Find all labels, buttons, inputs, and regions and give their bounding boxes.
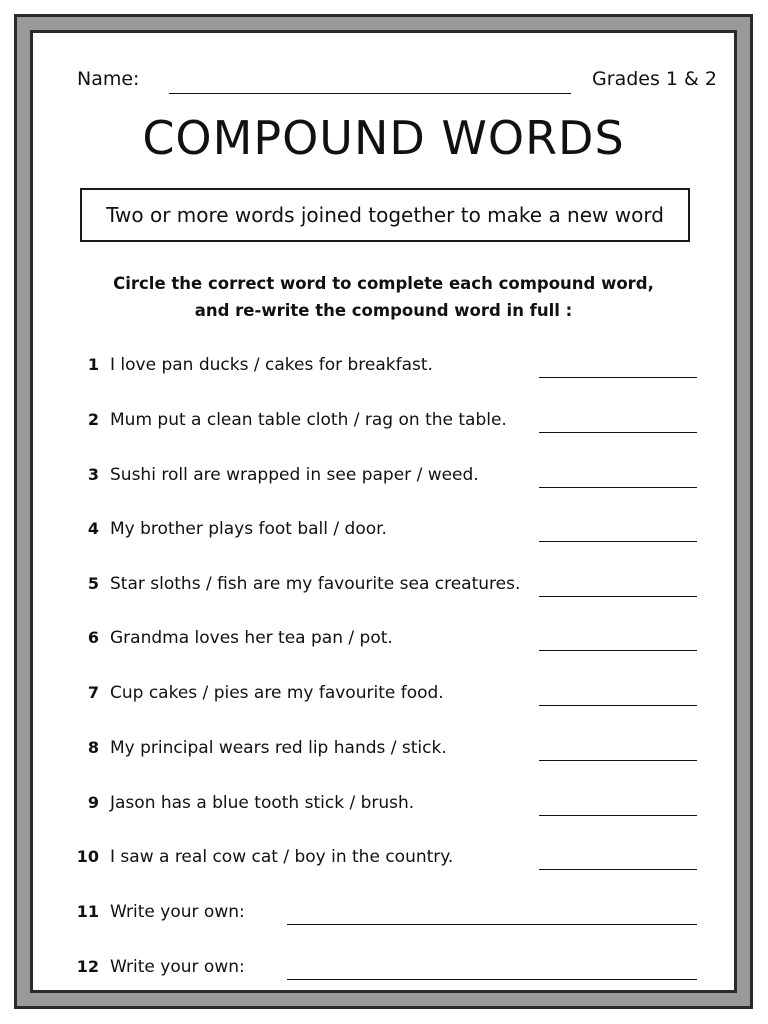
question-text: Mum put a clean table cloth / rag on the table.	[110, 410, 507, 430]
question-item	[71, 789, 697, 819]
instructions-line-2: and re-write the compound word in full :	[194, 301, 573, 320]
name-label: Name:	[77, 68, 140, 90]
answer-line[interactable]	[539, 377, 697, 378]
answer-line[interactable]	[539, 596, 697, 597]
question-item	[71, 461, 697, 491]
question-item	[71, 570, 697, 600]
question-number: 1	[87, 355, 99, 374]
answer-line[interactable]	[539, 650, 697, 651]
question-number: 2	[87, 410, 99, 429]
question-number: 7	[87, 683, 99, 702]
question-item	[71, 953, 697, 983]
question-text: I saw a real cow cat / boy in the country.	[110, 847, 454, 867]
question-item	[71, 624, 697, 654]
question-item	[71, 406, 697, 436]
question-text: Sushi roll are wrapped in see paper / weed.	[110, 465, 479, 485]
answer-line[interactable]	[539, 705, 697, 706]
answer-line[interactable]	[539, 869, 697, 870]
question-number: 12	[76, 957, 99, 976]
instructions-line-1: Circle the correct word to complete each compound word,	[113, 274, 654, 293]
question-number: 3	[87, 465, 99, 484]
question-number: 8	[87, 738, 99, 757]
question-item	[71, 515, 697, 545]
question-text: Grandma loves her tea pan / pot.	[110, 628, 393, 648]
worksheet-page	[30, 30, 737, 993]
question-text: I love pan ducks / cakes for breakfast.	[110, 355, 433, 375]
answer-line[interactable]	[539, 487, 697, 488]
question-text: Star sloths / fish are my favourite sea creatures.	[110, 574, 521, 594]
write-your-own-line[interactable]	[287, 979, 697, 980]
question-number: 10	[76, 847, 99, 866]
definition-text: Two or more words joined together to make a new word	[106, 203, 664, 227]
name-answer-line[interactable]	[169, 93, 571, 94]
question-number: 9	[87, 793, 99, 812]
question-text: Write your own:	[110, 957, 245, 977]
question-text: Write your own:	[110, 902, 245, 922]
grades-label: Grades 1 & 2	[592, 68, 717, 90]
question-number: 11	[76, 902, 99, 921]
page-title: COMPOUND WORDS	[142, 111, 625, 165]
answer-line[interactable]	[539, 815, 697, 816]
question-text: Cup cakes / pies are my favourite food.	[110, 683, 444, 703]
question-item	[71, 351, 697, 381]
question-number: 6	[87, 628, 99, 647]
question-text: Jason has a blue tooth stick / brush.	[110, 793, 415, 813]
question-number: 4	[87, 519, 99, 538]
answer-line[interactable]	[539, 432, 697, 433]
question-item	[71, 843, 697, 873]
question-item	[71, 898, 697, 928]
question-text: My principal wears red lip hands / stick.	[110, 738, 447, 758]
question-item	[71, 734, 697, 764]
question-number: 5	[87, 574, 99, 593]
instructions	[33, 270, 734, 324]
worksheet-border	[14, 14, 753, 1009]
answer-line[interactable]	[539, 760, 697, 761]
write-your-own-line[interactable]	[287, 924, 697, 925]
definition-box	[80, 188, 690, 242]
question-item	[71, 679, 697, 709]
header-row	[77, 68, 717, 98]
answer-line[interactable]	[539, 541, 697, 542]
question-text: My brother plays foot ball / door.	[110, 519, 387, 539]
